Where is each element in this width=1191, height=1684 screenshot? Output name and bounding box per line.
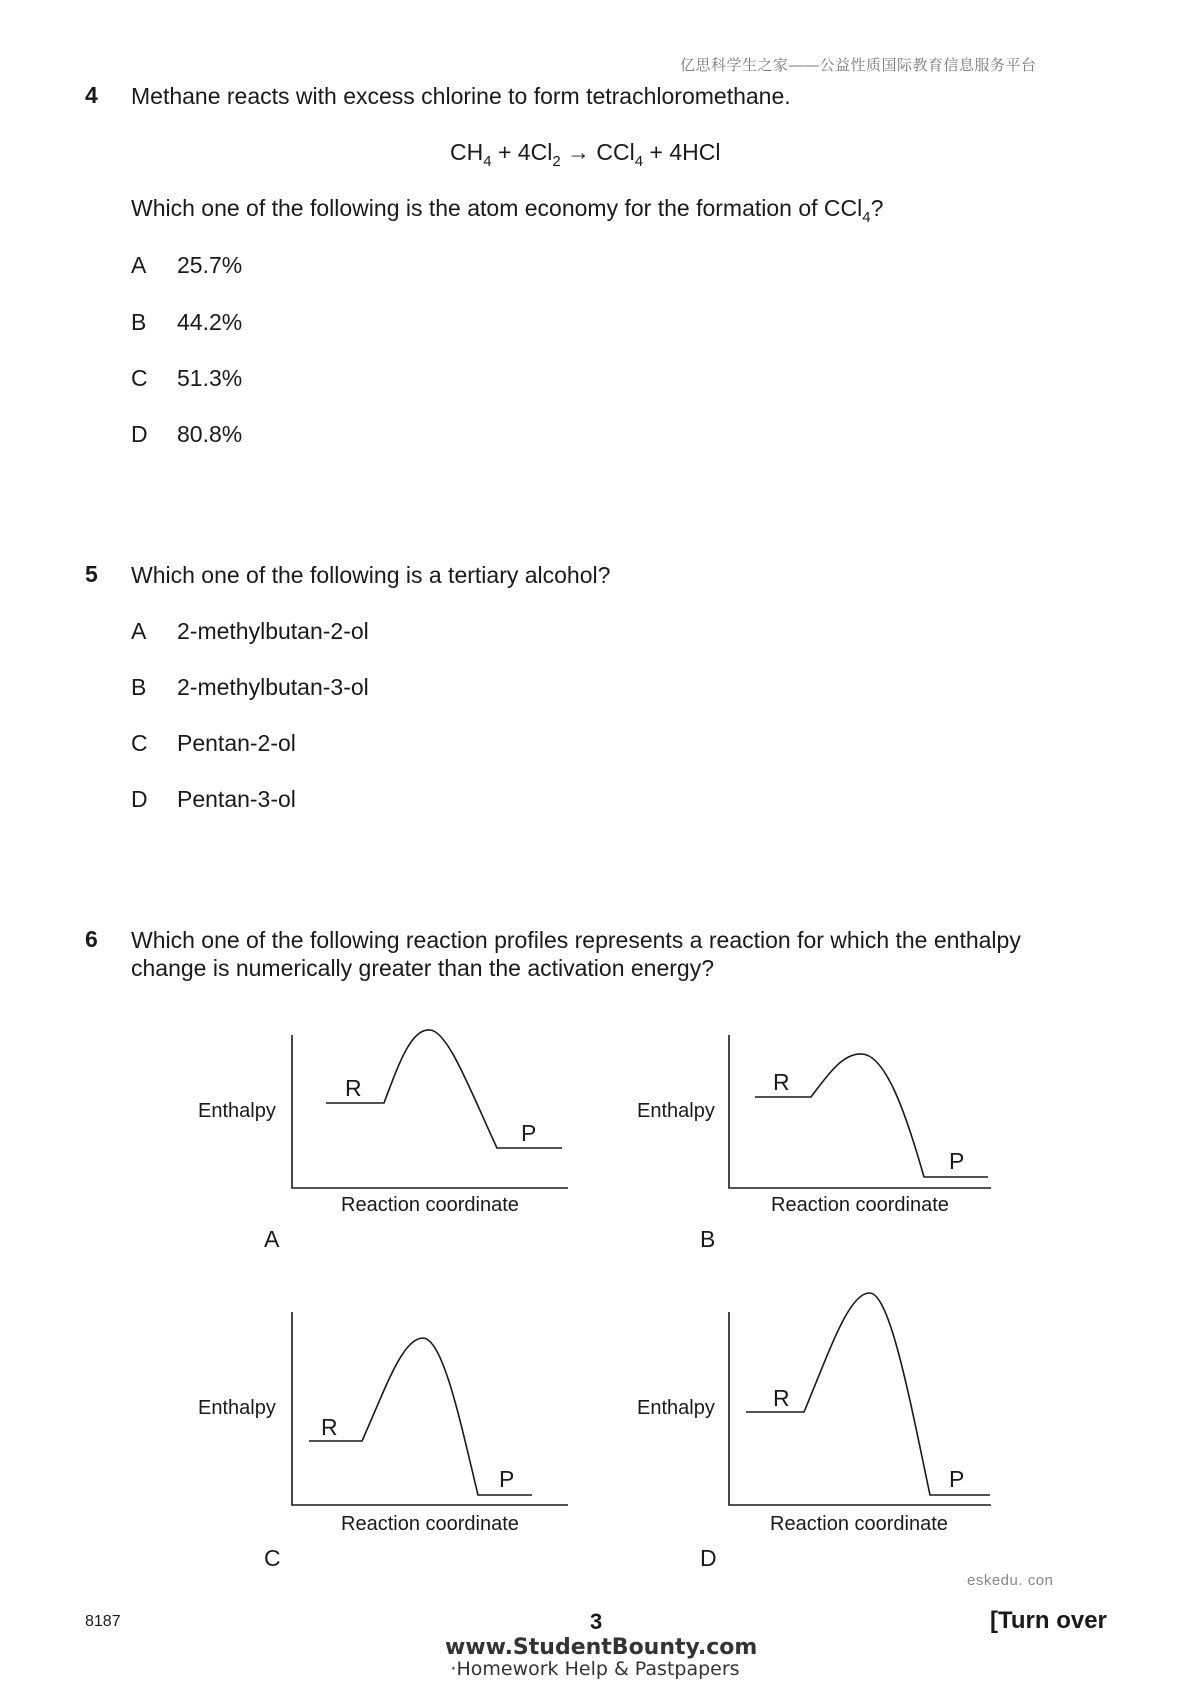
profile-c-letter: C: [264, 1545, 281, 1571]
question-6-text-line1: Which one of the following reaction profiles represents a reaction for which the enthalpy: [131, 927, 1021, 953]
question-4-number: 4: [85, 82, 98, 108]
profile-c-curve: [309, 1338, 532, 1495]
profile-a-ylabel: Enthalpy: [198, 1100, 276, 1122]
profile-a-curve: [326, 1030, 562, 1148]
profile-c-product-label: P: [499, 1466, 515, 1492]
profile-d-axes: [729, 1312, 991, 1505]
q4-option-letter: A: [131, 252, 147, 278]
profile-a-axes: [292, 1035, 568, 1188]
q4-option-letter: D: [131, 421, 148, 447]
profile-d-ylabel: Enthalpy: [637, 1397, 715, 1419]
profile-a-product-label: P: [521, 1120, 537, 1146]
profile-d-product-label: P: [949, 1466, 965, 1492]
profile-b-curve: [755, 1054, 988, 1177]
paper-code: 8187: [85, 1613, 121, 1630]
profile-b-ylabel: Enthalpy: [637, 1100, 715, 1122]
profile-c-xlabel: Reaction coordinate: [341, 1513, 519, 1535]
question-4-prompt: Which one of the following is the atom economy for the formation of CCl$_4$?: [131, 195, 884, 226]
profile-a-reactant-label: R: [345, 1075, 362, 1101]
profile-b-axes: [729, 1035, 991, 1188]
q5-option-text: 2-methylbutan-2-ol: [177, 618, 369, 644]
profile-b-reactant-label: R: [773, 1069, 790, 1095]
studentbounty-url: www.StudentBounty.com: [445, 1635, 758, 1660]
profile-c-ylabel: Enthalpy: [198, 1397, 276, 1419]
studentbounty-tagline: ·Homework Help & Pastpapers: [450, 1658, 740, 1680]
q5-option-letter: D: [131, 786, 148, 812]
q4-option-text: 51.3%: [177, 365, 243, 391]
q5-option-letter: B: [131, 674, 147, 700]
profile-c-axes: [292, 1312, 568, 1505]
q4-option-text: 25.7%: [177, 252, 243, 278]
profile-c-reactant-label: R: [321, 1414, 338, 1440]
q5-option-text: Pentan-2-ol: [177, 730, 296, 756]
studentbounty-logo: [445, 1635, 758, 1680]
bottom-watermark: eskedu. con: [967, 1572, 1054, 1589]
profile-a-letter: A: [264, 1226, 280, 1252]
question-4-text: Methane reacts with excess chlorine to form tetrachloromethane.: [131, 83, 791, 109]
question-5-number: 5: [85, 561, 98, 587]
profile-b-xlabel: Reaction coordinate: [771, 1194, 949, 1216]
q4-option-letter: B: [131, 309, 147, 335]
q5-option-text: Pentan-3-ol: [177, 786, 296, 812]
turn-over-label: [Turn over: [990, 1607, 1107, 1634]
profile-d-letter: D: [700, 1545, 717, 1571]
question-5-text: Which one of the following is a tertiary alcohol?: [131, 562, 611, 588]
profile-d-curve: [746, 1293, 990, 1495]
q4-option-letter: C: [131, 365, 148, 391]
profile-a-xlabel: Reaction coordinate: [341, 1194, 519, 1216]
page-number: 3: [590, 1609, 603, 1634]
profile-d-xlabel: Reaction coordinate: [770, 1513, 948, 1535]
q4-option-text: 80.8%: [177, 421, 243, 447]
q4-option-text: 44.2%: [177, 309, 243, 335]
question-4-equation: $CH_4 + 4Cl_2 \to CCl_4 + 4HCl$: [450, 139, 721, 170]
profile-d-reactant-label: R: [773, 1385, 790, 1411]
q5-option-letter: A: [131, 618, 147, 644]
question-6-text-line2: change is numerically greater than the activation energy?: [131, 955, 715, 981]
q5-option-text: 2-methylbutan-3-ol: [177, 674, 369, 700]
question-6-number: 6: [85, 926, 98, 952]
q5-option-letter: C: [131, 730, 148, 756]
top-watermark: 亿思科学生之家——公益性质国际教育信息服务平台: [680, 57, 1037, 74]
profile-b-product-label: P: [949, 1148, 965, 1174]
profile-b-letter: B: [700, 1226, 716, 1252]
